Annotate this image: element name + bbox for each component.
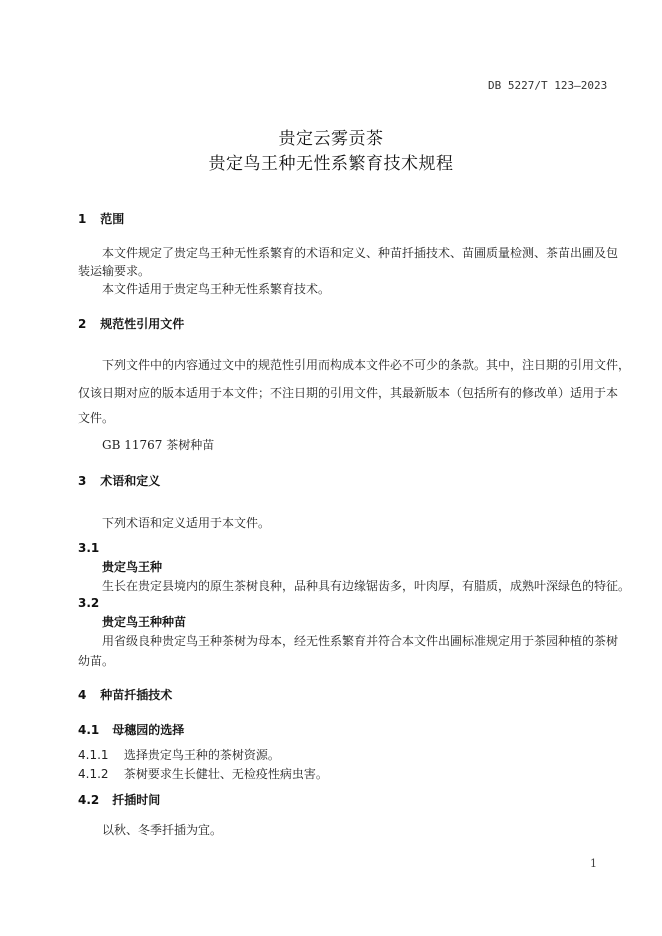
section-4-heading xyxy=(78,686,172,703)
term-definition: 幼苗。 xyxy=(78,654,115,668)
section-title: 术语和定义 xyxy=(100,474,161,488)
title-line-2: 贵定鸟王种无性系繁育技术规程 xyxy=(208,154,454,174)
section-3-heading xyxy=(78,472,160,489)
subsection-4-2-heading xyxy=(78,791,160,808)
section-number: 4 xyxy=(78,688,87,702)
paragraph: 以秋、冬季扦插为宜。 xyxy=(102,823,223,837)
section-number: 2 xyxy=(78,317,87,331)
subsection-title: 扦插时间 xyxy=(112,793,161,807)
paragraph: 下列术语和定义适用于本文件。 xyxy=(102,516,271,530)
section-number: 1 xyxy=(78,212,87,226)
normative-reference: GB 11767 茶树种苗 xyxy=(102,438,215,452)
standard-number: DB 5227/T 123—2023 xyxy=(488,79,608,92)
term-number: 3.2 xyxy=(78,596,100,610)
term-definition: 用省级良种贵定鸟王种茶树为母本，经无性系繁育并符合本文件出圃标准规定用于茶园种植的茶树 xyxy=(102,634,619,648)
subsection-4-1-heading xyxy=(78,721,184,738)
term-name: 贵定鸟王种种苗 xyxy=(102,615,187,629)
term-number: 3.1 xyxy=(78,541,100,555)
subsection-number: 4.1 xyxy=(78,723,100,737)
clause-4-1-1 xyxy=(78,746,280,763)
term-definition: 生长在贵定县境内的原生茶树良种，品种具有边缘锯齿多，叶肉厚，有腊质，成熟叶深绿色的特征。 xyxy=(102,579,631,593)
section-1-heading xyxy=(78,210,124,227)
paragraph: 仅该日期对应的版本适用于本文件；不注日期的引用文件，其最新版本（包括所有的修改单）适用于本 xyxy=(78,386,619,400)
paragraph: 下列文件中的内容通过文中的规范性引用而构成本文件必不可少的条款。其中，注日期的引用文件， xyxy=(102,358,631,372)
section-title: 范围 xyxy=(100,212,125,226)
title-line-1: 贵定云雾贡茶 xyxy=(278,129,384,149)
subsection-title: 母穗园的选择 xyxy=(112,723,185,737)
clause-text: 选择贵定鸟王种的茶树资源。 xyxy=(123,748,280,762)
paragraph: 本文件规定了贵定鸟王种无性系繁育的术语和定义、种苗扦插技术、苗圃质量检测、茶苗出圃及包 xyxy=(102,246,619,260)
paragraph: 文件。 xyxy=(78,411,115,425)
clause-number: 4.1.1 xyxy=(78,748,109,762)
term-name: 贵定鸟王种 xyxy=(102,560,163,574)
section-number: 3 xyxy=(78,474,87,488)
clause-4-1-2 xyxy=(78,765,328,782)
page-number: 1 xyxy=(590,857,597,870)
clause-text: 茶树要求生长健壮、无检疫性病虫害。 xyxy=(123,767,328,781)
paragraph: 本文件适用于贵定鸟王种无性系繁育技术。 xyxy=(102,282,331,296)
clause-number: 4.1.2 xyxy=(78,767,109,781)
section-title: 种苗扦插技术 xyxy=(100,688,173,702)
section-title: 规范性引用文件 xyxy=(100,317,185,331)
section-2-heading xyxy=(78,315,184,332)
paragraph: 装运输要求。 xyxy=(78,264,151,278)
subsection-number: 4.2 xyxy=(78,793,100,807)
